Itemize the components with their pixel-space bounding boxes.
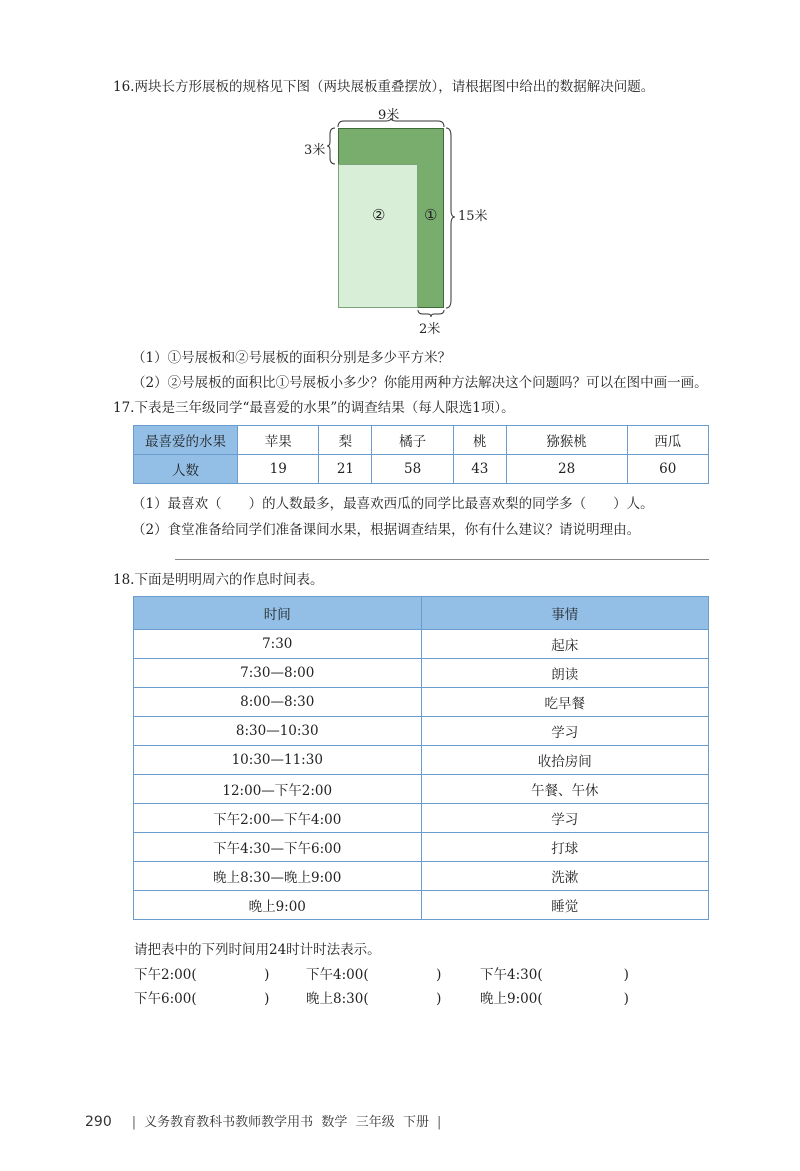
header-time: 时间: [134, 597, 422, 630]
event-cell: 吃早餐: [421, 688, 709, 717]
fruit-cell: 桃: [453, 426, 506, 455]
table-row: [134, 630, 709, 659]
fruit-cell: 西瓜: [627, 426, 709, 455]
blank-item: 下午6:00( ): [134, 991, 270, 1007]
table-row: [134, 746, 709, 775]
volume: 下册: [402, 1115, 429, 1130]
time-cell: 晚上8:30—晚上9:00: [134, 862, 422, 891]
time-cell: 8:00—8:30: [134, 688, 422, 717]
blank-item: 晚上9:00( ): [480, 991, 629, 1007]
book-title: 义务教育教科书教师教学用书: [144, 1115, 314, 1130]
event-cell: 起床: [421, 630, 709, 659]
board-1-label: ①: [424, 206, 438, 224]
blank-item: 下午2:00( ): [134, 967, 270, 983]
page-footer: 290 | 义务教育教科书教师教学用书 数学 三年级 下册 |: [85, 1114, 442, 1130]
board-2: [338, 164, 418, 308]
time-cell: 下午4:30—下午6:00: [134, 833, 422, 862]
event-cell: 睡觉: [421, 891, 709, 920]
fruit-survey-table: [133, 425, 709, 484]
q17-title: 17.下表是三年级同学“最喜爱的水果”的调查结果（每人限选1项）。: [113, 400, 515, 416]
page-number: 290: [85, 1114, 112, 1130]
table-header-row: [134, 597, 709, 630]
blank-item: 下午4:00( ): [306, 967, 442, 983]
event-cell: 学习: [421, 804, 709, 833]
event-cell: 打球: [421, 833, 709, 862]
q17-sub1: （1）最喜欢（ ）的人数最多，最喜欢西瓜的同学比最喜欢梨的同学多（ ）人。: [132, 496, 654, 512]
answer-line: [175, 559, 709, 560]
count-cell: 21: [319, 455, 372, 484]
event-cell: 收拾房间: [421, 746, 709, 775]
subject: 数学: [321, 1115, 348, 1130]
table-row: [134, 862, 709, 891]
bottom-brace: [416, 309, 446, 318]
blank-item: 下午4:30( ): [480, 967, 629, 983]
table-row: [134, 426, 709, 455]
header-event: 事情: [421, 597, 709, 630]
time-cell: 下午2:00—下午4:00: [134, 804, 422, 833]
count-cell: 43: [453, 455, 506, 484]
fruit-cell: 梨: [319, 426, 372, 455]
top-brace: [336, 118, 446, 128]
fruit-cell: 猕猴桃: [506, 426, 627, 455]
fruit-cell: 苹果: [238, 426, 319, 455]
table-row: [134, 891, 709, 920]
count-cell: 28: [506, 455, 627, 484]
table-row: [134, 688, 709, 717]
time-cell: 12:00—下午2:00: [134, 775, 422, 804]
count-cell: 60: [627, 455, 709, 484]
q16-sub2: （2）②号展板的面积比①号展板小多少？你能用两种方法解决这个问题吗？可以在图中画一画。: [132, 375, 708, 391]
q17-sub2: （2）食堂准备给同学们准备课间水果，根据调查结果，你有什么建议？请说明理由。: [132, 522, 641, 538]
time-cell: 7:30: [134, 630, 422, 659]
count-cell: 58: [372, 455, 453, 484]
grade: 三年级: [355, 1115, 395, 1130]
left-brace: [326, 126, 336, 166]
fruit-cell: 橘子: [372, 426, 453, 455]
table-row: [134, 833, 709, 862]
table-row: [134, 659, 709, 688]
time-cell: 7:30—8:00: [134, 659, 422, 688]
table-row: [134, 717, 709, 746]
schedule-table: [133, 596, 709, 920]
right-brace: [445, 126, 457, 310]
event-cell: 朗读: [421, 659, 709, 688]
time-cell: 10:30—11:30: [134, 746, 422, 775]
time-cell: 晚上9:00: [134, 891, 422, 920]
board-2-label: ②: [372, 206, 386, 224]
table-row: [134, 775, 709, 804]
row-header-count: 人数: [134, 455, 238, 484]
dim-top-label: 9米: [378, 108, 400, 123]
dim-left-label: 3米: [304, 143, 326, 158]
event-cell: 午餐、午休: [421, 775, 709, 804]
dim-bottom-label: 2米: [419, 322, 441, 337]
table-row: [134, 455, 709, 484]
blank-item: 晚上8:30( ): [306, 991, 442, 1007]
table-row: [134, 804, 709, 833]
time-cell: 8:30—10:30: [134, 717, 422, 746]
event-cell: 洗漱: [421, 862, 709, 891]
q16-title: 16.两块长方形展板的规格见下图（两块展板重叠摆放），请根据图中给出的数据解决问题。: [113, 79, 655, 95]
q18-title: 18.下面是明明周六的作息时间表。: [113, 572, 324, 588]
dim-right-label: 15米: [458, 209, 488, 224]
q16-sub1: （1）①号展板和②号展板的面积分别是多少平方米？: [132, 350, 452, 366]
count-cell: 19: [238, 455, 319, 484]
q18-instruction: 请把表中的下列时间用24时计时法表示。: [134, 942, 381, 958]
event-cell: 学习: [421, 717, 709, 746]
row-header-fruit: 最喜爱的水果: [134, 426, 238, 455]
